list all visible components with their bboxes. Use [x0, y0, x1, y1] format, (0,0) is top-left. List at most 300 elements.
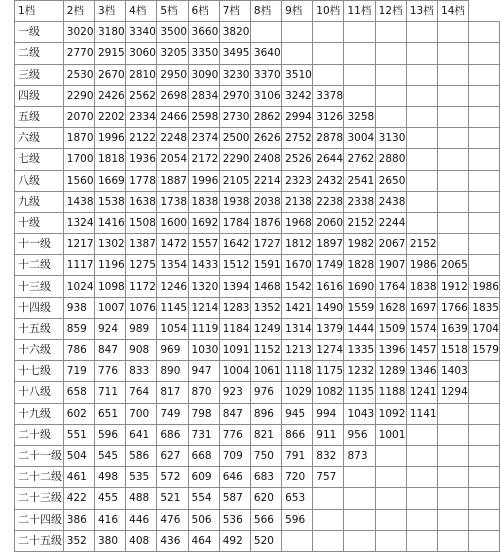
level-label: 十二级	[15, 255, 64, 276]
table-cell: 2432	[313, 170, 344, 191]
table-cell: 3230	[219, 64, 250, 85]
table-cell: 1379	[313, 318, 344, 339]
table-cell: 1508	[126, 212, 157, 233]
table-cell: 498	[94, 467, 125, 488]
table-row	[15, 509, 500, 530]
table-cell: 1828	[344, 255, 375, 276]
table-cell	[344, 509, 375, 530]
table-cell: 668	[188, 445, 219, 466]
table-cell: 1346	[406, 361, 437, 382]
table-cell: 620	[250, 488, 281, 509]
table-cell	[375, 467, 406, 488]
table-cell: 2426	[94, 85, 125, 106]
table-cell: 1838	[406, 276, 437, 297]
table-row	[15, 382, 500, 403]
table-cell: 3660	[188, 22, 219, 43]
table-cell: 994	[313, 403, 344, 424]
table-cell: 1468	[250, 276, 281, 297]
table-cell: 3126	[313, 106, 344, 127]
table-cell: 1145	[157, 297, 188, 318]
table-cell	[406, 509, 437, 530]
table-cell: 1396	[375, 340, 406, 361]
table-cell: 2105	[219, 170, 250, 191]
table-cell: 3242	[282, 85, 313, 106]
column-header: 10档	[313, 1, 344, 22]
table-row	[15, 149, 500, 170]
column-header: 4档	[126, 1, 157, 22]
level-label: 十七级	[15, 361, 64, 382]
level-label: 三级	[15, 64, 64, 85]
column-header: 13档	[406, 1, 437, 22]
table-cell: 3180	[94, 22, 125, 43]
table-row	[15, 191, 500, 212]
table-cell: 776	[94, 361, 125, 382]
table-cell	[282, 22, 313, 43]
table-cell: 1172	[126, 276, 157, 297]
table-cell: 1538	[94, 191, 125, 212]
column-header: 2档	[63, 1, 94, 22]
table-cell: 1001	[375, 424, 406, 445]
table-cell: 1275	[126, 255, 157, 276]
table-cell: 506	[188, 509, 219, 530]
table-cell: 956	[344, 424, 375, 445]
table-cell: 1217	[63, 234, 94, 255]
table-cell: 1416	[94, 212, 125, 233]
table-cell: 2138	[282, 191, 313, 212]
table-cell: 786	[63, 340, 94, 361]
table-cell	[406, 64, 437, 85]
table-cell	[313, 22, 344, 43]
table-cell: 938	[63, 297, 94, 318]
table-cell	[469, 530, 500, 551]
table-cell: 3020	[63, 22, 94, 43]
table-cell: 2238	[313, 191, 344, 212]
table-cell	[438, 488, 469, 509]
table-cell	[469, 403, 500, 424]
table-cell: 464	[188, 530, 219, 551]
level-label: 十六级	[15, 340, 64, 361]
table-cell: 2244	[375, 212, 406, 233]
table-cell: 3060	[126, 43, 157, 64]
table-cell: 719	[63, 361, 94, 382]
table-row	[15, 467, 500, 488]
table-cell: 586	[126, 445, 157, 466]
table-cell	[469, 361, 500, 382]
table-cell	[438, 403, 469, 424]
table-cell: 2530	[63, 64, 94, 85]
table-cell	[375, 85, 406, 106]
table-cell: 2374	[188, 128, 219, 149]
table-cell: 1692	[188, 212, 219, 233]
level-label: 十三级	[15, 276, 64, 297]
table-cell: 969	[157, 340, 188, 361]
table-cell: 757	[313, 467, 344, 488]
table-row	[15, 340, 500, 361]
table-cell: 731	[188, 424, 219, 445]
table-cell: 1135	[344, 382, 375, 403]
table-cell: 572	[157, 467, 188, 488]
table-row	[15, 424, 500, 445]
column-header: 5档	[157, 1, 188, 22]
table-cell: 602	[63, 403, 94, 424]
table-cell: 873	[344, 445, 375, 466]
table-cell	[469, 488, 500, 509]
table-cell	[406, 191, 437, 212]
level-label: 二十级	[15, 424, 64, 445]
table-cell	[406, 424, 437, 445]
table-row	[15, 106, 500, 127]
table-cell: 1241	[406, 382, 437, 403]
table-cell	[438, 85, 469, 106]
table-cell	[375, 509, 406, 530]
table-cell	[375, 106, 406, 127]
table-cell	[282, 530, 313, 551]
table-cell: 1024	[63, 276, 94, 297]
table-cell: 1335	[344, 340, 375, 361]
column-header: 14档	[438, 1, 469, 22]
table-cell: 1320	[188, 276, 219, 297]
table-cell: 749	[157, 403, 188, 424]
table-cell	[250, 22, 281, 43]
table-cell	[469, 22, 500, 43]
column-header: 9档	[282, 1, 313, 22]
table-cell: 2526	[282, 149, 313, 170]
table-cell: 3640	[250, 43, 281, 64]
table-row	[15, 530, 500, 551]
table-cell: 911	[313, 424, 344, 445]
table-cell: 3205	[157, 43, 188, 64]
table-cell	[438, 191, 469, 212]
table-cell	[438, 64, 469, 85]
table-cell: 866	[282, 424, 313, 445]
table-cell: 1403	[438, 361, 469, 382]
table-cell: 1559	[344, 297, 375, 318]
table-cell: 2054	[157, 149, 188, 170]
table-cell: 535	[126, 467, 157, 488]
table-cell: 1324	[63, 212, 94, 233]
table-cell: 976	[250, 382, 281, 403]
table-cell: 1274	[313, 340, 344, 361]
table-cell: 461	[63, 467, 94, 488]
column-header: 7档	[219, 1, 250, 22]
table-cell: 1054	[157, 318, 188, 339]
table-cell: 1784	[219, 212, 250, 233]
table-cell: 492	[219, 530, 250, 551]
table-cell	[469, 64, 500, 85]
table-cell: 1421	[282, 297, 313, 318]
table-cell: 1214	[188, 297, 219, 318]
table-cell: 2500	[219, 128, 250, 149]
table-cell	[282, 43, 313, 64]
table-cell: 596	[94, 424, 125, 445]
table-cell	[469, 106, 500, 127]
column-header: 6档	[188, 1, 219, 22]
table-cell: 2752	[282, 128, 313, 149]
table-cell: 3106	[250, 85, 281, 106]
table-cell: 1098	[94, 276, 125, 297]
table-cell	[469, 234, 500, 255]
table-cell: 1175	[313, 361, 344, 382]
level-label: 七级	[15, 149, 64, 170]
table-cell	[469, 212, 500, 233]
table-cell	[375, 43, 406, 64]
table-cell: 658	[63, 382, 94, 403]
table-cell: 833	[126, 361, 157, 382]
table-cell	[344, 488, 375, 509]
table-cell: 446	[126, 509, 157, 530]
table-cell	[469, 191, 500, 212]
table-cell: 627	[157, 445, 188, 466]
table-cell: 2770	[63, 43, 94, 64]
table-cell: 1700	[63, 149, 94, 170]
table-cell	[469, 382, 500, 403]
table-cell: 416	[94, 509, 125, 530]
table-cell: 653	[282, 488, 313, 509]
table-cell: 1512	[219, 255, 250, 276]
table-cell: 1938	[219, 191, 250, 212]
table-cell: 3004	[344, 128, 375, 149]
table-cell: 1870	[63, 128, 94, 149]
table-cell: 847	[219, 403, 250, 424]
table-row	[15, 43, 500, 64]
table-cell: 1560	[63, 170, 94, 191]
table-cell: 2562	[126, 85, 157, 106]
table-cell	[438, 106, 469, 127]
table-cell: 2202	[94, 106, 125, 127]
table-cell: 3350	[188, 43, 219, 64]
table-cell: 1642	[219, 234, 250, 255]
table-cell: 1509	[375, 318, 406, 339]
level-label: 二十四级	[15, 509, 64, 530]
table-cell: 587	[219, 488, 250, 509]
table-cell: 1766	[438, 297, 469, 318]
table-cell: 1117	[63, 255, 94, 276]
table-cell: 2466	[157, 106, 188, 127]
table-cell: 1835	[469, 297, 500, 318]
table-cell: 488	[126, 488, 157, 509]
table-cell: 1387	[126, 234, 157, 255]
table-cell: 2038	[250, 191, 281, 212]
table-cell	[438, 530, 469, 551]
table-cell: 3500	[157, 22, 188, 43]
table-cell	[313, 530, 344, 551]
table-cell: 551	[63, 424, 94, 445]
table-cell: 2323	[282, 170, 313, 191]
table-cell: 1082	[313, 382, 344, 403]
level-label: 六级	[15, 128, 64, 149]
table-cell: 847	[94, 340, 125, 361]
table-cell: 821	[250, 424, 281, 445]
table-cell: 545	[94, 445, 125, 466]
table-cell	[469, 43, 500, 64]
table-cell: 2290	[219, 149, 250, 170]
table-cell: 1352	[250, 297, 281, 318]
table-cell	[469, 424, 500, 445]
table-cell	[375, 530, 406, 551]
table-cell	[438, 128, 469, 149]
table-cell: 1289	[375, 361, 406, 382]
table-cell: 896	[250, 403, 281, 424]
table-cell: 1004	[219, 361, 250, 382]
table-cell	[375, 445, 406, 466]
table-cell: 3495	[219, 43, 250, 64]
header-row	[15, 1, 500, 22]
table-cell: 352	[63, 530, 94, 551]
table-cell: 1444	[344, 318, 375, 339]
table-cell: 908	[126, 340, 157, 361]
table-cell: 1213	[282, 340, 313, 361]
table-cell: 1007	[94, 297, 125, 318]
table-cell: 1764	[375, 276, 406, 297]
table-cell	[344, 64, 375, 85]
table-cell: 1669	[94, 170, 125, 191]
table-row	[15, 318, 500, 339]
table-cell: 1616	[313, 276, 344, 297]
table-cell	[438, 22, 469, 43]
level-label: 十九级	[15, 403, 64, 424]
table-cell: 923	[219, 382, 250, 403]
table-cell	[438, 170, 469, 191]
level-label: 二级	[15, 43, 64, 64]
table-cell: 700	[126, 403, 157, 424]
table-cell: 1188	[375, 382, 406, 403]
table-cell: 709	[219, 445, 250, 466]
table-cell: 1490	[313, 297, 344, 318]
table-cell: 536	[219, 509, 250, 530]
table-cell	[406, 106, 437, 127]
table-cell: 1457	[406, 340, 437, 361]
table-cell: 1246	[157, 276, 188, 297]
table-cell: 646	[219, 467, 250, 488]
table-cell: 2214	[250, 170, 281, 191]
table-cell: 422	[63, 488, 94, 509]
table-cell: 1876	[250, 212, 281, 233]
table-cell: 1738	[157, 191, 188, 212]
table-cell: 1936	[126, 149, 157, 170]
column-header: 1档	[15, 1, 64, 22]
table-cell	[344, 530, 375, 551]
table-body	[15, 1, 500, 552]
table-cell: 436	[157, 530, 188, 551]
table-cell: 1628	[375, 297, 406, 318]
level-label: 二十三级	[15, 488, 64, 509]
table-cell: 1982	[344, 234, 375, 255]
table-cell	[406, 128, 437, 149]
table-cell	[344, 467, 375, 488]
table-cell: 1887	[157, 170, 188, 191]
table-cell: 1354	[157, 255, 188, 276]
table-cell: 609	[188, 467, 219, 488]
table-cell: 832	[313, 445, 344, 466]
table-cell: 3090	[188, 64, 219, 85]
table-cell: 2730	[219, 106, 250, 127]
table-cell: 2862	[250, 106, 281, 127]
table-cell	[438, 212, 469, 233]
table-cell: 1812	[282, 234, 313, 255]
table-cell: 2698	[157, 85, 188, 106]
table-cell: 1314	[282, 318, 313, 339]
table-cell: 1697	[406, 297, 437, 318]
level-label: 一级	[15, 22, 64, 43]
table-cell: 596	[282, 509, 313, 530]
table-cell: 2810	[126, 64, 157, 85]
table-cell	[406, 43, 437, 64]
table-cell: 2994	[282, 106, 313, 127]
table-cell: 1986	[406, 255, 437, 276]
table-cell: 386	[63, 509, 94, 530]
table-cell: 859	[63, 318, 94, 339]
table-cell: 2438	[375, 191, 406, 212]
table-cell: 1727	[250, 234, 281, 255]
table-cell: 817	[157, 382, 188, 403]
table-cell: 2541	[344, 170, 375, 191]
level-label: 十八级	[15, 382, 64, 403]
table-cell	[375, 64, 406, 85]
table-cell: 408	[126, 530, 157, 551]
level-label: 二十二级	[15, 467, 64, 488]
table-cell	[313, 509, 344, 530]
table-cell	[406, 212, 437, 233]
table-cell: 3820	[219, 22, 250, 43]
table-cell	[406, 170, 437, 191]
table-cell	[469, 128, 500, 149]
level-label: 十四级	[15, 297, 64, 318]
table-cell: 1996	[94, 128, 125, 149]
table-row	[15, 488, 500, 509]
table-cell: 3378	[313, 85, 344, 106]
table-cell: 2122	[126, 128, 157, 149]
table-cell: 2650	[375, 170, 406, 191]
table-cell: 1912	[438, 276, 469, 297]
table-cell	[344, 43, 375, 64]
column-header: 11档	[344, 1, 375, 22]
table-row	[15, 85, 500, 106]
table-cell: 1141	[406, 403, 437, 424]
table-cell: 1438	[63, 191, 94, 212]
table-cell: 3340	[126, 22, 157, 43]
table-row	[15, 276, 500, 297]
table-cell: 2834	[188, 85, 219, 106]
table-cell: 1591	[250, 255, 281, 276]
table-cell: 989	[126, 318, 157, 339]
table-cell: 945	[282, 403, 313, 424]
table-row	[15, 22, 500, 43]
table-cell: 2644	[313, 149, 344, 170]
table-cell: 2970	[219, 85, 250, 106]
table-cell: 776	[219, 424, 250, 445]
table-cell	[313, 488, 344, 509]
table-cell: 1119	[188, 318, 219, 339]
table-cell: 1283	[219, 297, 250, 318]
table-cell: 798	[188, 403, 219, 424]
table-cell: 1638	[126, 191, 157, 212]
table-cell: 1092	[375, 403, 406, 424]
table-cell: 1076	[126, 297, 157, 318]
table-cell	[469, 255, 500, 276]
table-cell: 1897	[313, 234, 344, 255]
table-cell	[438, 234, 469, 255]
table-cell	[406, 445, 437, 466]
table-cell: 1152	[250, 340, 281, 361]
table-cell: 1996	[188, 170, 219, 191]
table-cell: 1778	[126, 170, 157, 191]
table-cell: 1433	[188, 255, 219, 276]
table-cell: 641	[126, 424, 157, 445]
table-cell: 686	[157, 424, 188, 445]
level-label: 十一级	[15, 234, 64, 255]
table-cell: 554	[188, 488, 219, 509]
table-cell	[406, 488, 437, 509]
